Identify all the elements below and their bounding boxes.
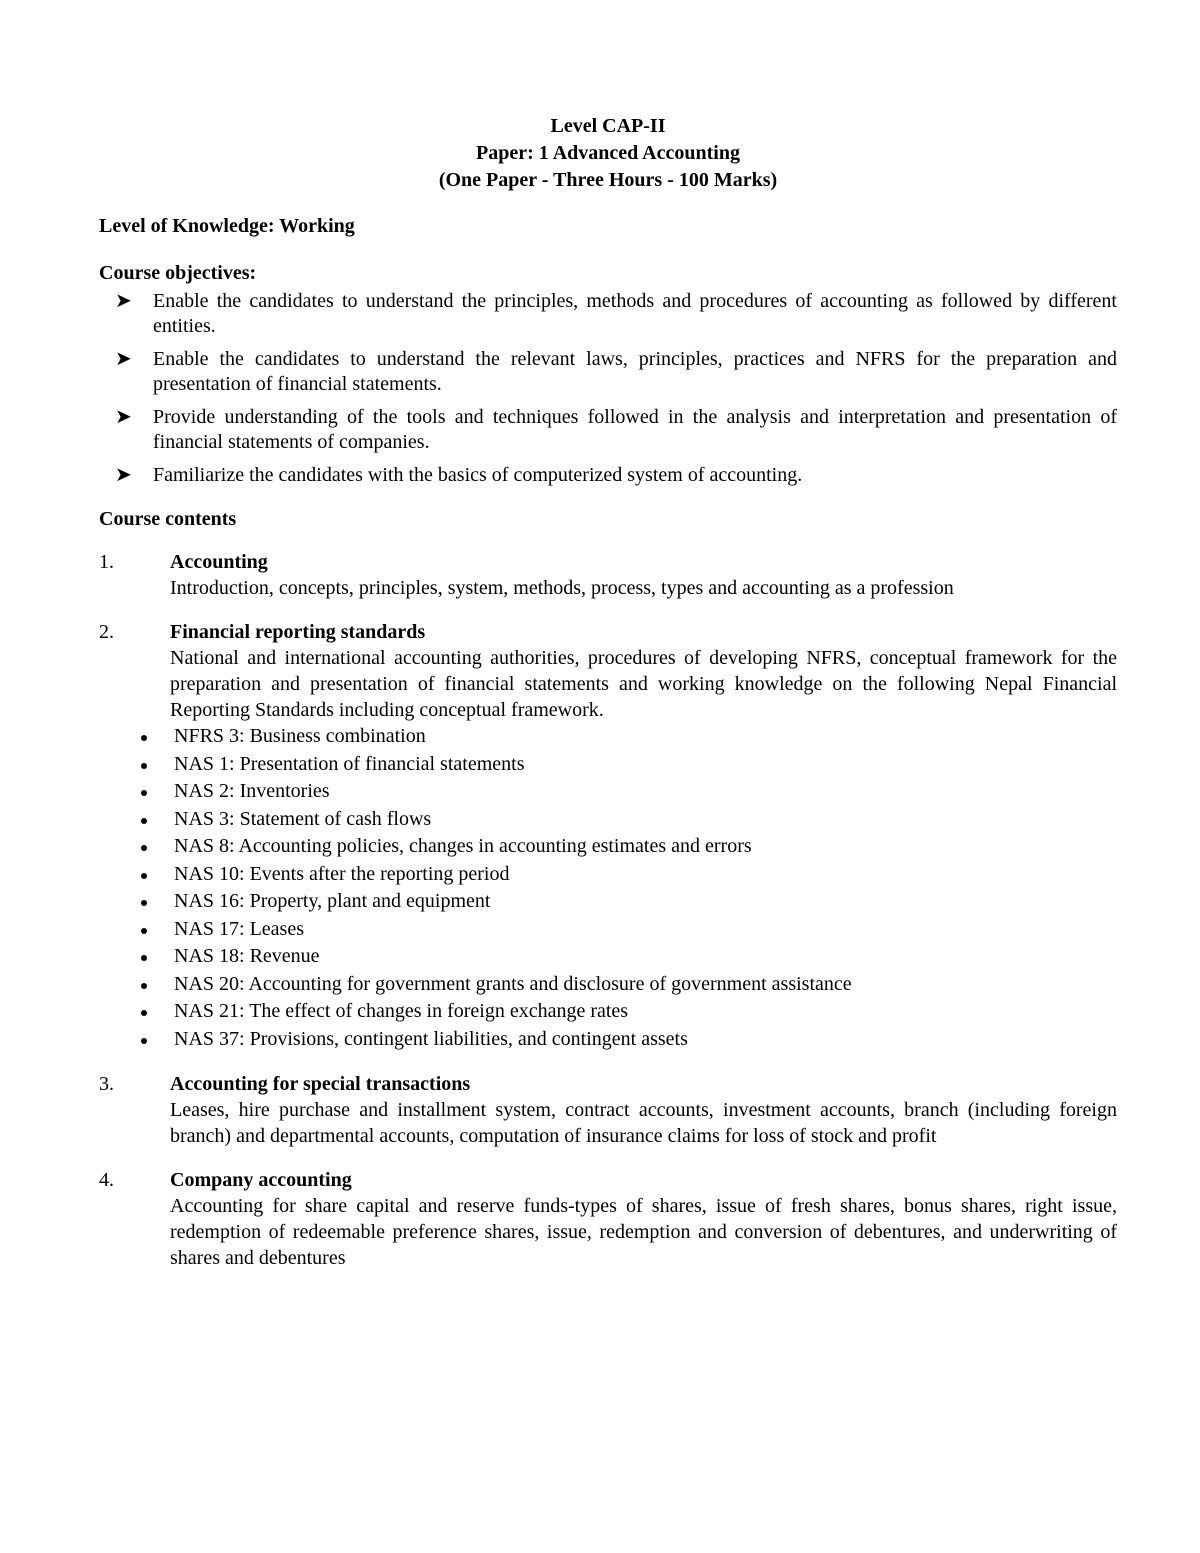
topic-body: Leases, hire purchase and installment system, contract accounts, investment accounts, branch (including foreign branch) and departmental accounts, computation of insurance claims for loss of stock and profit (170, 1099, 1117, 1147)
objective-item (99, 463, 1117, 488)
standards-list (99, 723, 1117, 1053)
objective-text: Provide understanding of the tools and techniques followed in the analysis and interpretation and presentation of financial statements of companies. (153, 406, 1117, 453)
standard-item (99, 806, 1117, 834)
standard-text: NAS 17: Leases (174, 917, 304, 940)
standard-text: NAS 1: Presentation of financial statements (174, 752, 525, 775)
standard-text: NAS 21: The effect of changes in foreign exchange rates (174, 1000, 629, 1022)
topic-title: Company accounting (170, 1169, 352, 1191)
arrow-bullet-icon: ➤ (115, 348, 132, 370)
topic-body: National and international accounting authorities, procedures of developing NFRS, conceptual framework for the preparation and presentation of financial statements and working knowledge on the following Nepal Financial Reporting Standards including conceptual framework. (170, 647, 1117, 721)
standard-text: NAS 3: Statement of cash flows (174, 807, 432, 830)
arrow-bullet-icon: ➤ (115, 290, 132, 312)
standard-item (99, 723, 1117, 751)
bullet-dot-icon (141, 1010, 147, 1016)
standard-text: NAS 2: Inventories (174, 780, 330, 802)
objective-item (99, 405, 1117, 455)
standard-item (99, 778, 1117, 806)
bullet-dot-icon (141, 955, 147, 961)
bullet-dot-icon (141, 790, 147, 796)
standard-text: NFRS 3: Business combination (174, 725, 426, 747)
bullet-dot-icon (141, 818, 147, 824)
standard-item (99, 998, 1117, 1026)
knowledge-level: Level of Knowledge: Working (99, 215, 355, 237)
document-content (99, 113, 1117, 1289)
standard-text: NAS 18: Revenue (174, 945, 320, 967)
standard-item (99, 861, 1117, 889)
arrow-bullet-icon: ➤ (115, 464, 132, 486)
topic-body: Accounting for share capital and reserve funds-types of shares, issue of fresh shares, bonus shares, right issue, redemption of redeemable preference shares, issue, redemption and conversion of debentures, and underwriting of shares and debentures (170, 1195, 1117, 1269)
arrow-bullet-icon: ➤ (115, 406, 132, 428)
bullet-dot-icon (141, 873, 147, 879)
topic-financial-reporting-standards (99, 619, 1117, 1053)
paper-title: Paper: 1 Advanced Accounting (476, 142, 740, 164)
topic-title: Accounting (170, 551, 268, 573)
standard-item (99, 751, 1117, 779)
standard-item (99, 888, 1117, 916)
bullet-dot-icon (141, 928, 147, 934)
objective-text: Enable the candidates to understand the principles, methods and procedures of accounting as followed by different entities. (153, 290, 1117, 337)
standard-text: NAS 16: Property, plant and equipment (174, 890, 491, 912)
standard-text: NAS 10: Events after the reporting period (174, 862, 510, 885)
objective-item (99, 347, 1117, 397)
topic-number: 1. (99, 551, 114, 573)
topic-body: Introduction, concepts, principles, system, methods, process, types and accounting as a profession (170, 577, 954, 599)
standard-item (99, 971, 1117, 999)
contents-heading: Course contents (99, 508, 237, 530)
topic-special-transactions (99, 1071, 1117, 1149)
topic-title: Financial reporting standards (170, 621, 426, 643)
objective-item (99, 289, 1117, 339)
standard-text: NAS 20: Accounting for government grants and disclosure of government assistance (174, 972, 852, 995)
title-block (99, 113, 1117, 194)
paper-format: (One Paper - Three Hours - 100 Marks) (438, 169, 778, 191)
standard-item (99, 1026, 1117, 1054)
standard-item (99, 833, 1117, 861)
objectives-list (99, 289, 1117, 488)
standard-item (99, 916, 1117, 944)
standard-text: NAS 8: Accounting policies, changes in accounting estimates and errors (174, 835, 752, 857)
topic-number: 2. (99, 621, 114, 643)
topic-company-accounting (99, 1167, 1117, 1271)
level-title: Level CAP-II (550, 115, 666, 137)
standard-text: NAS 37: Provisions, contingent liabilities, and contingent assets (174, 1027, 688, 1050)
objective-text: Enable the candidates to understand the relevant laws, principles, practices and NFRS for the preparation and presentation of financial statements. (153, 348, 1117, 395)
objective-text: Familiarize the candidates with the basics of computerized system of accounting. (153, 464, 803, 486)
objectives-heading: Course objectives: (99, 262, 257, 284)
topic-title: Accounting for special transactions (170, 1073, 471, 1095)
bullet-dot-icon (141, 845, 147, 851)
topic-accounting (99, 549, 1117, 601)
standard-item (99, 943, 1117, 971)
bullet-dot-icon (141, 1038, 147, 1044)
topic-number: 4. (99, 1169, 114, 1191)
bullet-dot-icon (141, 763, 147, 769)
topic-number: 3. (99, 1073, 114, 1095)
bullet-dot-icon (141, 900, 147, 906)
bullet-dot-icon (141, 735, 147, 741)
bullet-dot-icon (141, 983, 147, 989)
